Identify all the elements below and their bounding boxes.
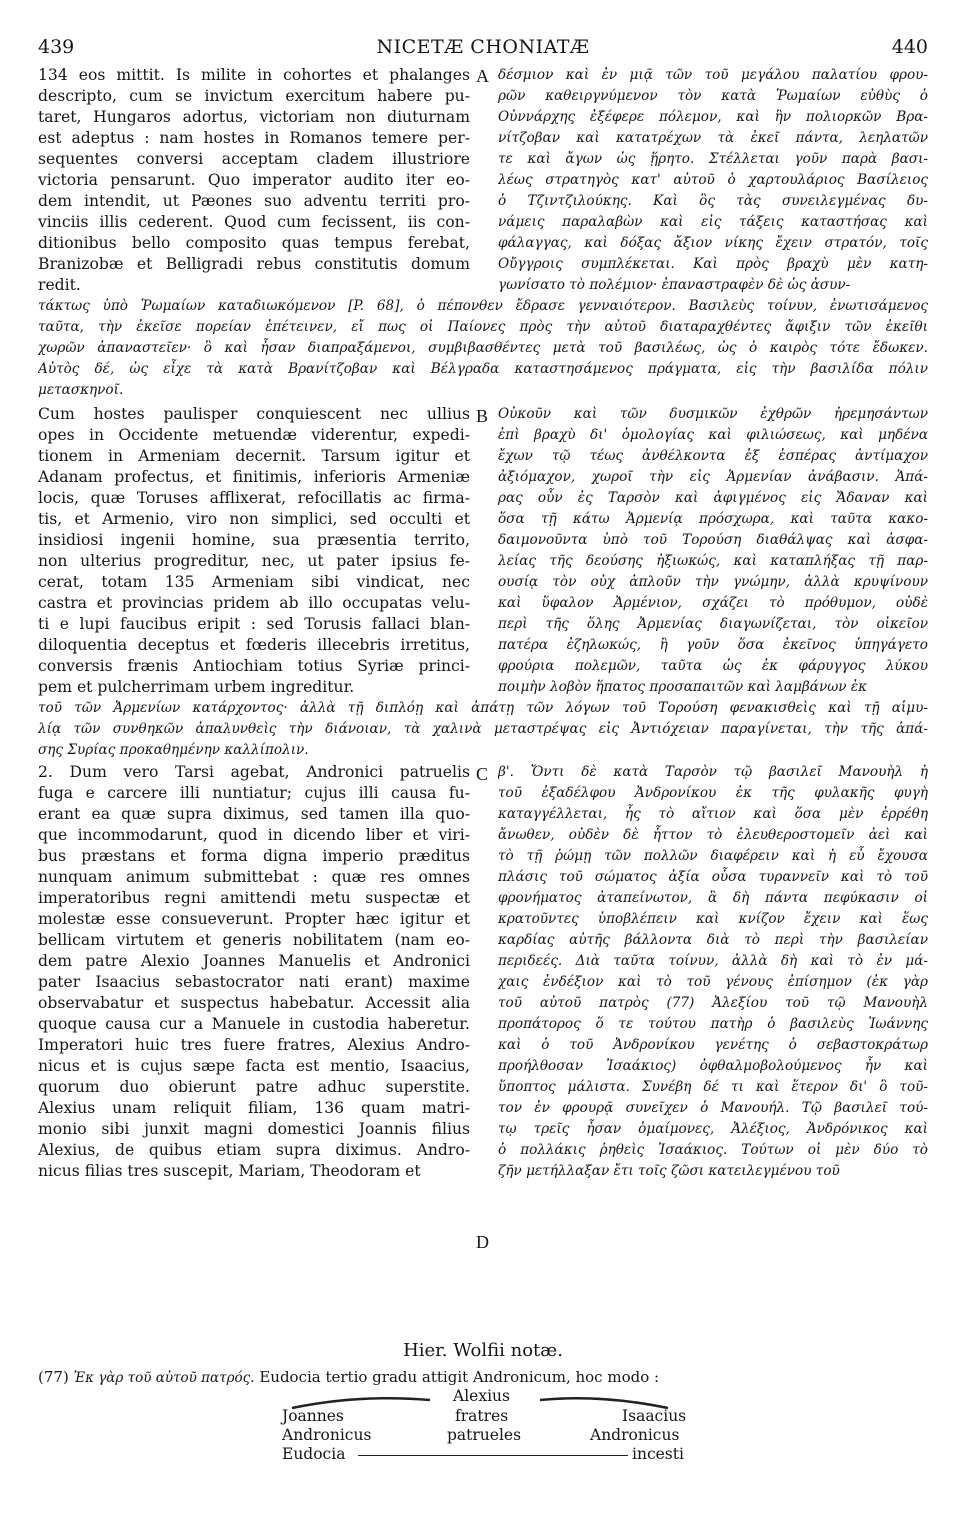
greek-text-line: λίᾳ τῶν συνθηκῶν ἀπαλυνθεὶς τὴν διάνοιαν, τὰ χαλινὰ μεταστρέψας εἰς Ἀντιόχειαν παραγίνεται, τὴν τῆς ἁπά-	[38, 721, 928, 737]
running-title: NICETÆ CHONIATÆ	[376, 36, 590, 58]
greek-text-line: περὶ τῆς ὅλης Ἀρμενίας διαγωνίζεται, τὸν οἰκεῖον	[498, 616, 928, 632]
greek-text-line: πλάσις τοῦ σώματος ἀξία οὖσα τυραννεῖν καὶ τὸ τοῦ	[498, 869, 928, 885]
latin-text-line: locis, quæ Toruses afflixerat, refocillatis ac firma-	[38, 489, 470, 507]
latin-text-line: quorum duo obierunt patre adhuc superstite.	[38, 1078, 470, 1096]
latin-text-line: Cum hostes paulisper conquiescent nec ullius	[38, 405, 470, 423]
greek-text-line: χαις ἐνδέξιον καὶ τὸ τοῦ γένους ἐπίσημον (ἐκ γὰρ	[498, 974, 928, 990]
footnote-number: (77)	[38, 1368, 69, 1386]
latin-text-line: opes in Occidente metuendæ viderentur, expedi-	[38, 426, 470, 444]
tree-fratres: fratres	[455, 1407, 509, 1425]
latin-text-line: molestæ esse consueverunt. Propter hæc igitur et	[38, 910, 470, 928]
page-number-right: 440	[891, 36, 928, 58]
greek-text-line: ζῆν μετήλλαξαν ἔτι τοῖς ζῶσι κατειλεγμένου τοῦ	[498, 1163, 840, 1179]
latin-text-line: imperatoribus regni amittendi metu suspectæ et	[38, 889, 470, 907]
latin-text-line: ti e lupi faucibus eripit : sed Torusis fallaci blan-	[38, 615, 470, 633]
latin-text-line: que incommodarunt, quod in dicendo liber et viri-	[38, 826, 470, 844]
greek-text-line: β'. Ὄντι δὲ κατὰ Ταρσὸν τῷ βασιλεῖ Μανουὴλ ἡ	[498, 764, 928, 780]
latin-text-line: est adeptus : nam hostes in Romanos temere per-	[38, 129, 470, 147]
greek-text-line: τὸ τῇ ῥώμῃ τῶν πολλῶν διαφέρειν καὶ ἡ εὖ ἔχουσα	[498, 848, 928, 864]
greek-text-line: ὅσα τῇ κάτω Ἀρμενίᾳ πρόσχωρα, καὶ ταῦτα κακο-	[498, 511, 928, 527]
footnote-greek-lemma: Ἐκ γὰρ τοῦ αὐτοῦ πατρός.	[73, 1370, 255, 1386]
latin-text-line: Adanam profectus, et finitimis, inferioris Armeniæ	[38, 468, 470, 486]
greek-text-line: λείας τῆς δεούσης ἠξιωκώς, καὶ καταπλήξας τῇ παρ-	[498, 553, 928, 569]
greek-text-line: τῳ τρεῖς ἦσαν ὁμαίμονες, Ἀλέξιος, Ἀνδρόνικος καὶ	[498, 1121, 928, 1137]
latin-text-line: quoque causa cur a Manuele in custodia haberetur.	[38, 1015, 470, 1033]
greek-text-line: καρδίας αὐτῆς βάλλοντα διὰ τὸ περὶ τὴν βασιλείαν	[498, 932, 928, 948]
latin-text-line: pem et pulcherrimam urbem ingreditur.	[38, 678, 355, 696]
tree-patrueles: patrueles	[447, 1426, 522, 1444]
greek-text-line: ρῶν καθειργνύμενον τὸν κατὰ Ῥωμαίων εὐθὺς ὁ	[498, 88, 928, 104]
latin-text-line: Branizobæ et Belligradi rebus constitutis domum	[38, 255, 470, 273]
notes-title: Hier. Wolfii notæ.	[403, 1340, 563, 1361]
greek-text-line: λέως στρατηγὸς κατ' αὐτοῦ ὁ χαρτουλάριος Βασίλειος	[498, 172, 928, 188]
greek-text-line: τον ἐν φρουρᾷ συνεῖχεν ὁ Μανουήλ. Τῷ βασιλεῖ τού-	[498, 1100, 928, 1116]
greek-text-line: περιδεές. Διὰ ταῦτα τοίνυν, ἀλλὰ δὴ καὶ τὸ ἐν μά-	[498, 953, 928, 969]
latin-text-line: non ulterius progreditur, nec, ut pater ipsius fe-	[38, 552, 470, 570]
latin-text-line: erant ea quæ supra diximus, sed tamen illa quo-	[38, 805, 470, 823]
margin-marker-b: B	[476, 406, 489, 426]
tree-eudocia: Eudocia	[282, 1445, 346, 1463]
latin-text-line: bellicam virtutem et generis nobilitatem (nam eo-	[38, 931, 470, 949]
greek-text-line: δέσμιον καὶ ἐν μιᾷ τῶν τοῦ μεγάλου παλατίου φρου-	[498, 67, 928, 83]
latin-text-line: nunquam animum submittebat : quæ res omnes	[38, 868, 470, 886]
greek-text-line: Οὐννάρχης ἐξέφερε πόλεμον, καὶ ἣν πολιορκῶν Βρα-	[498, 109, 928, 125]
latin-text-line: monio sibi junxit magni domestici Joannis filius	[38, 1120, 470, 1138]
page-number-left: 439	[38, 36, 75, 58]
latin-text-line: tis, et Armenio, viro non simplici, sed occulti et	[38, 510, 470, 528]
greek-text-line: καὶ ὁ τοῦ Ἀνδρονίκου γενέτης ὁ σεβαστοκράτωρ	[498, 1037, 928, 1053]
tree-alexius: Alexius	[453, 1387, 510, 1405]
margin-marker-a: A	[476, 66, 489, 86]
latin-text-line: dem patre Alexio Joannes Manuelis et Andronici	[38, 952, 470, 970]
latin-text-line: dem intendit, ut Pæones suo adventu territi pro-	[38, 192, 470, 210]
latin-text-line: pater Isaacius sebastocrator nati erant) maxime	[38, 973, 470, 991]
tree-isaacius: Isaacius	[622, 1407, 687, 1425]
latin-text-line: ditionibus bello composito quas tempus ferebat,	[38, 234, 470, 252]
latin-text-line: Imperatori huic tres fuere fratres, Alexius Andro-	[38, 1036, 470, 1054]
greek-text-line: κρατοῦντες ὑποβλέπειν καὶ κνίζον ἔχειν καὶ ἕως	[498, 911, 928, 927]
latin-text-line: nicus et is cujus sæpe facta est mentio, Isaacius,	[38, 1057, 470, 1075]
greek-text-line: τοῦ ἐξαδέλφου Ἀνδρονίκου ἐκ τῆς φυλακῆς φυγὴ	[498, 785, 928, 801]
greek-text-line: φάλαγγας, καὶ δόξας ἄξιον νίκης ἔχειν στρατόν, τοῖς	[498, 235, 928, 251]
latin-text-line: cerat, totam 135 Armeniam sibi vindicat, nec	[38, 573, 470, 591]
greek-text-line: τάκτως ὑπὸ Ῥωμαίων καταδιωκόμενον [P. 68], ὁ πέπονθεν ἔδρασε γενναιότερον. Βασιλεὺς τοίνυν, ἐνωτισάμενος	[38, 298, 928, 314]
greek-text-line: γωνίσατο τὸ πολέμιον· ἐπαναστραφὲν δὲ ὡς ἀσυν-	[498, 277, 851, 293]
greek-text-line: φρονήματος ἀταπείνωτον, ἃ δὴ πάντα πεφύκασιν οἱ	[498, 890, 928, 906]
latin-text-line: fuga e carcere illi nuntiatur; cujus illi causa fu-	[38, 784, 470, 802]
greek-text-line: ἄνωθεν, οὐδὲν δὲ ἧττον τὸ ἐλευθεροστομεῖν ἀεὶ καὶ	[498, 827, 928, 843]
greek-text-line: ὕποπτος μάλιστα. Συνέβη δέ τι καὶ ἕτερον δι' ὃ τοῦ-	[498, 1079, 928, 1095]
tree-connecting-line	[358, 1455, 628, 1456]
greek-text-line: νίτζοβαν καὶ κατατρέχων τὰ ἐκεῖ πάντα, λεηλατῶν	[498, 130, 928, 146]
greek-text-line: χωρῶν ἀπαναστεῖεν· ὃ καὶ ἦσαν διαπραξάμενοι, συμβιβασθέντες μετὰ τοῦ βασιλέως, ὡς ὁ καιρὸς τότε ἔδωκεν.	[38, 340, 928, 356]
latin-text-line: Alexius, de quibus etiam supra diximus. Andro-	[38, 1141, 470, 1159]
latin-text-line: victoria pensarunt. Quo imperator audito iter eo-	[38, 171, 470, 189]
greek-text-line: νάμεις παραλαβὼν καὶ εἰς τάξεις καταστήσας καὶ	[498, 214, 928, 230]
greek-text-line: φρούρια πολεμῶν, ταῦτα ὡς ἐκ φάρυγγος λύκου	[498, 658, 928, 674]
greek-text-line: καὶ ὕφαλον Ἀρμένιον, σχάζει τὸ πρόθυμον, οὐδὲ	[498, 595, 928, 611]
latin-text-line: insidiosi ingenii homine, sua præsentia territo,	[38, 531, 470, 549]
latin-text-line: sequentes conversi acceptam cladem illustriore	[38, 150, 470, 168]
greek-text-line: δαιμονοῦντα ὑπὸ τοῦ Τορούση διαθάλψας καὶ ἀσφα-	[498, 532, 928, 548]
tree-incesti: incesti	[632, 1445, 684, 1463]
tree-joannes: Joannes	[282, 1407, 344, 1425]
latin-text-line: descripto, cum se invictum exercitum habere pu-	[38, 87, 470, 105]
tree-andronicus-right: Andronicus	[590, 1426, 680, 1444]
greek-text-line: ὁ Τζιντζιλούκης. Καὶ ὃς τὰς συνειλεγμένας δυ-	[498, 193, 928, 209]
latin-text-line: diloquentia deceptus et fœderis illecebris irretitus,	[38, 636, 470, 654]
greek-text-line: μετασκηνοῖ.	[38, 382, 124, 398]
footnote-latin-text: Eudocia tertio gradu attigit Andronicum, hoc modo :	[259, 1368, 660, 1386]
greek-text-line: ἔχων τῷ τέως ἀνθέλκοντα ἐξ ἑσπέρας ἀντίμαχον	[498, 448, 928, 464]
latin-text-line: Alexius unam reliquit filiam, 136 quam matri-	[38, 1099, 470, 1117]
latin-text-line: 2. Dum vero Tarsi agebat, Andronici patruelis	[38, 763, 470, 781]
latin-text-line: nicus filias tres suscepit, Mariam, Theodoram et	[38, 1162, 421, 1180]
latin-text-line: bus præstans et forma digna imperio præditus	[38, 847, 470, 865]
greek-text-line: προήλθοσαν Ἰσαάκιος) ὀφθαλμοβολούμενος ἦν καὶ	[498, 1058, 928, 1074]
greek-text-line: Οὐκοῦν καὶ τῶν δυσμικῶν ἐχθρῶν ἠρεμησάντων	[498, 406, 928, 422]
greek-text-line: ἀξιόμαχον, χωροῖ τὴν εἰς Ἀρμενίαν ἀνάβασιν. Ἁπά-	[498, 469, 928, 485]
greek-text-line: τε καὶ ἄγων ὡς ᾕρητο. Στέλλεται γοῦν παρὰ βασι-	[498, 151, 928, 167]
greek-text-line: σης Συρίας προκαθημένην καλλίπολιν.	[38, 742, 309, 758]
greek-text-line: ὁ πολλάκις ῥηθεὶς Ἰσαάκιος. Τούτων οἱ μὲν δύο τὸ	[498, 1142, 928, 1158]
latin-text-line: conversis frænis Antiochiam totius Syriæ princi-	[38, 657, 470, 675]
greek-text-line: ἐπὶ βραχὺ δι' ὁμολογίας καὶ φιλιώσεως, καὶ μηδένα	[498, 427, 928, 443]
greek-text-line: πατέρα ἐζηλωκώς, ἢ γοῦν ὅσα ἐκεῖνος ὑπηγάγετο	[498, 637, 928, 653]
margin-marker-d: D	[476, 1232, 489, 1252]
greek-text-line: ταῦτα, τὴν ἐκεῖσε πορείαν ἐπέτεινεν, εἴ πως οἱ Παίονες πρὸς τὴν αὐτοῦ διαταραχθέντες ἄφιξιν τῶν ἐκεῖθι	[38, 319, 928, 335]
tree-andronicus-left: Andronicus	[282, 1426, 372, 1444]
greek-text-line: Οὔγγροις συμπλέκεται. Καὶ πρὸς βραχὺ μὲν κατη-	[498, 256, 928, 272]
latin-text-line: observabatur et suspectus habebatur. Accessit alia	[38, 994, 470, 1012]
margin-marker-c: C	[476, 764, 489, 784]
greek-text-line: τοῦ αὐτοῦ πατρὸς (77) Ἀλεξίου τοῦ τῷ Μανουὴλ	[498, 995, 928, 1011]
greek-text-line: ρας οὖν ἐς Ταρσὸν καὶ ἀφιγμένος εἰς Ἄδαναν καὶ	[498, 490, 928, 506]
greek-text-line: ποιμὴν λοβὸν ἥπατος προσαπαιτῶν καὶ λαμβάνων ἐκ	[498, 679, 868, 695]
greek-text-line: προπάτορος ὅ τε τούτου πατὴρ ὁ βασιλεὺς Ἰωάννης	[498, 1016, 928, 1032]
latin-text-line: vinciis illis cederent. Quod cum fecissent, iis con-	[38, 213, 470, 231]
greek-text-line: ουσίᾳ τὸν οὐχ ἁπλοῦν τὴν γνώμην, ἀλλὰ κρυψίνουν	[498, 574, 928, 590]
greek-text-line: Αὐτὸς δέ, ὡς εἶχε τὰ κατὰ Βρανίτζοβαν καὶ Βέλγραδα καταστησάμενος πράγματα, εἰς τὴν βασιλίδα πόλιν	[38, 361, 928, 377]
latin-text-line: tionem in Armeniam decernit. Tarsum igitur et	[38, 447, 470, 465]
greek-text-line: τοῦ τῶν Ἀρμενίων κατάρχοντος· ἀλλὰ τῇ διπλόῃ καὶ ἀπάτῃ τῶν λόγων τοῦ Τορούση φενακισθεὶς καὶ τῇ αἱμυ-	[38, 700, 928, 716]
greek-text-line: καταγγέλλεται, ἧς τὸ αἴτιον καὶ ὅσα μὲν ἐρρέθη	[498, 806, 928, 822]
latin-text-line: castra et provincias pridem ab illo occupatas velu-	[38, 594, 470, 612]
latin-text-line: redit.	[38, 276, 81, 294]
latin-text-line: 134 eos mittit. Is milite in cohortes et phalanges	[38, 66, 470, 84]
latin-text-line: taret, Hungaros adortus, victoriam non diuturnam	[38, 108, 470, 126]
